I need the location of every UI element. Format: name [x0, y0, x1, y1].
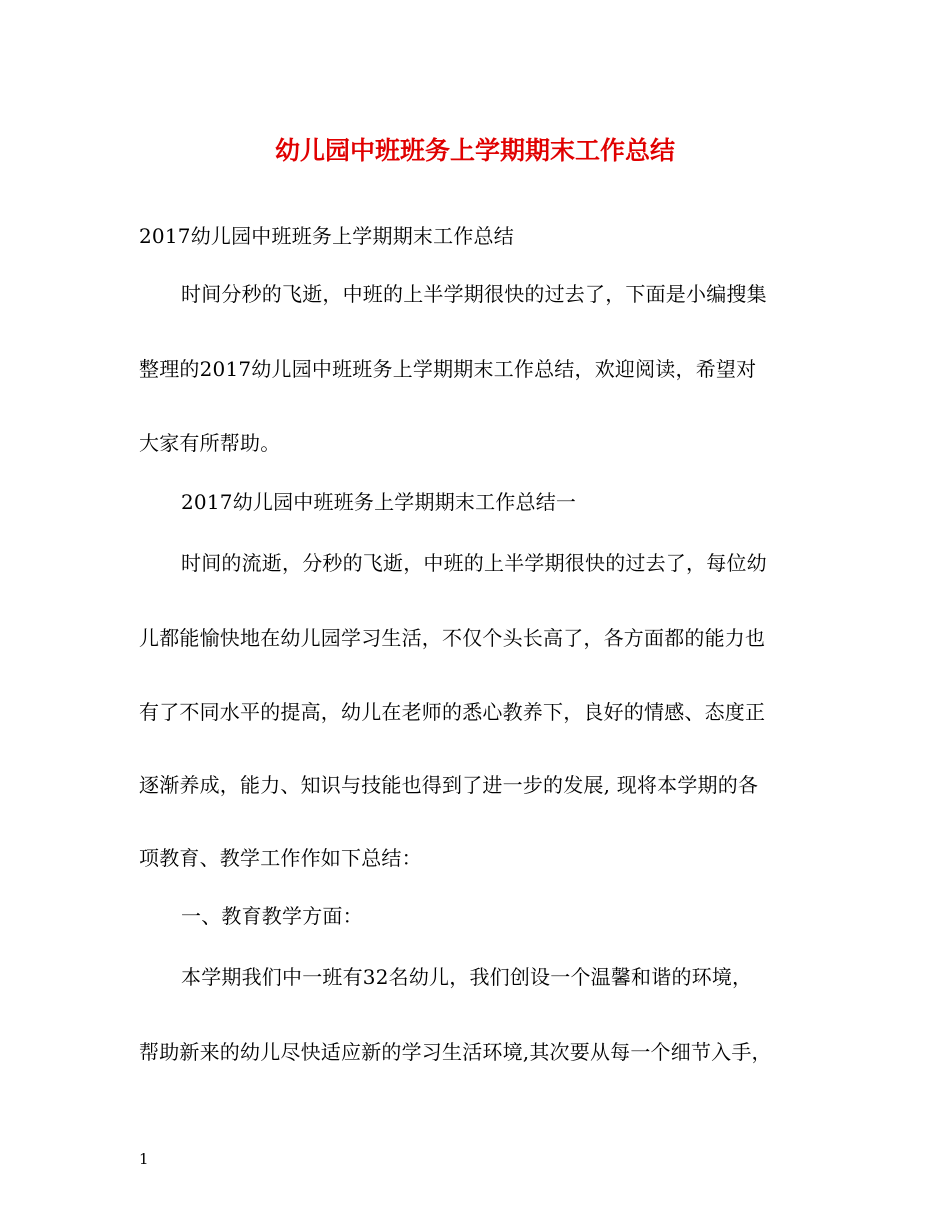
text-line: 整理的2017幼儿园中班班务上学期期末工作总结，欢迎阅读，希望对 [139, 357, 757, 381]
text-line: 逐渐养成，能力、知识与技能也得到了进一步的发展, 现将本学期的各 [139, 773, 759, 797]
text-line: 2017幼儿园中班班务上学期期末工作总结一 [181, 490, 577, 514]
text-line: 本学期我们中一班有32名幼儿，我们创设一个温馨和谐的环境， [181, 965, 753, 989]
document-title: 幼儿园中班班务上学期期末工作总结 [274, 136, 675, 165]
text-line: 儿都能愉快地在幼儿园学习生活，不仅个头长高了，各方面都的能力也 [139, 626, 766, 650]
text-line: 2017幼儿园中班班务上学期期末工作总结 [139, 224, 514, 248]
page-number: 1 [139, 1150, 149, 1168]
text-line: 时间分秒的飞逝，中班的上半学期很快的过去了，下面是小编搜集 [181, 282, 767, 306]
text-line: 一、教育教学方面： [181, 904, 363, 928]
text-line: 时间的流逝，分秒的飞逝，中班的上半学期很快的过去了，每位幼 [181, 551, 767, 575]
text-line: 帮助新来的幼儿尽快适应新的学习生活环境,其次要从每一个细节入手， [139, 1040, 772, 1064]
text-line: 大家有所帮助。 [139, 431, 281, 455]
text-line: 有了不同水平的提高，幼儿在老师的悉心教养下，良好的情感、态度正 [139, 700, 766, 724]
text-line: 项教育、教学工作作如下总结： [139, 846, 422, 870]
